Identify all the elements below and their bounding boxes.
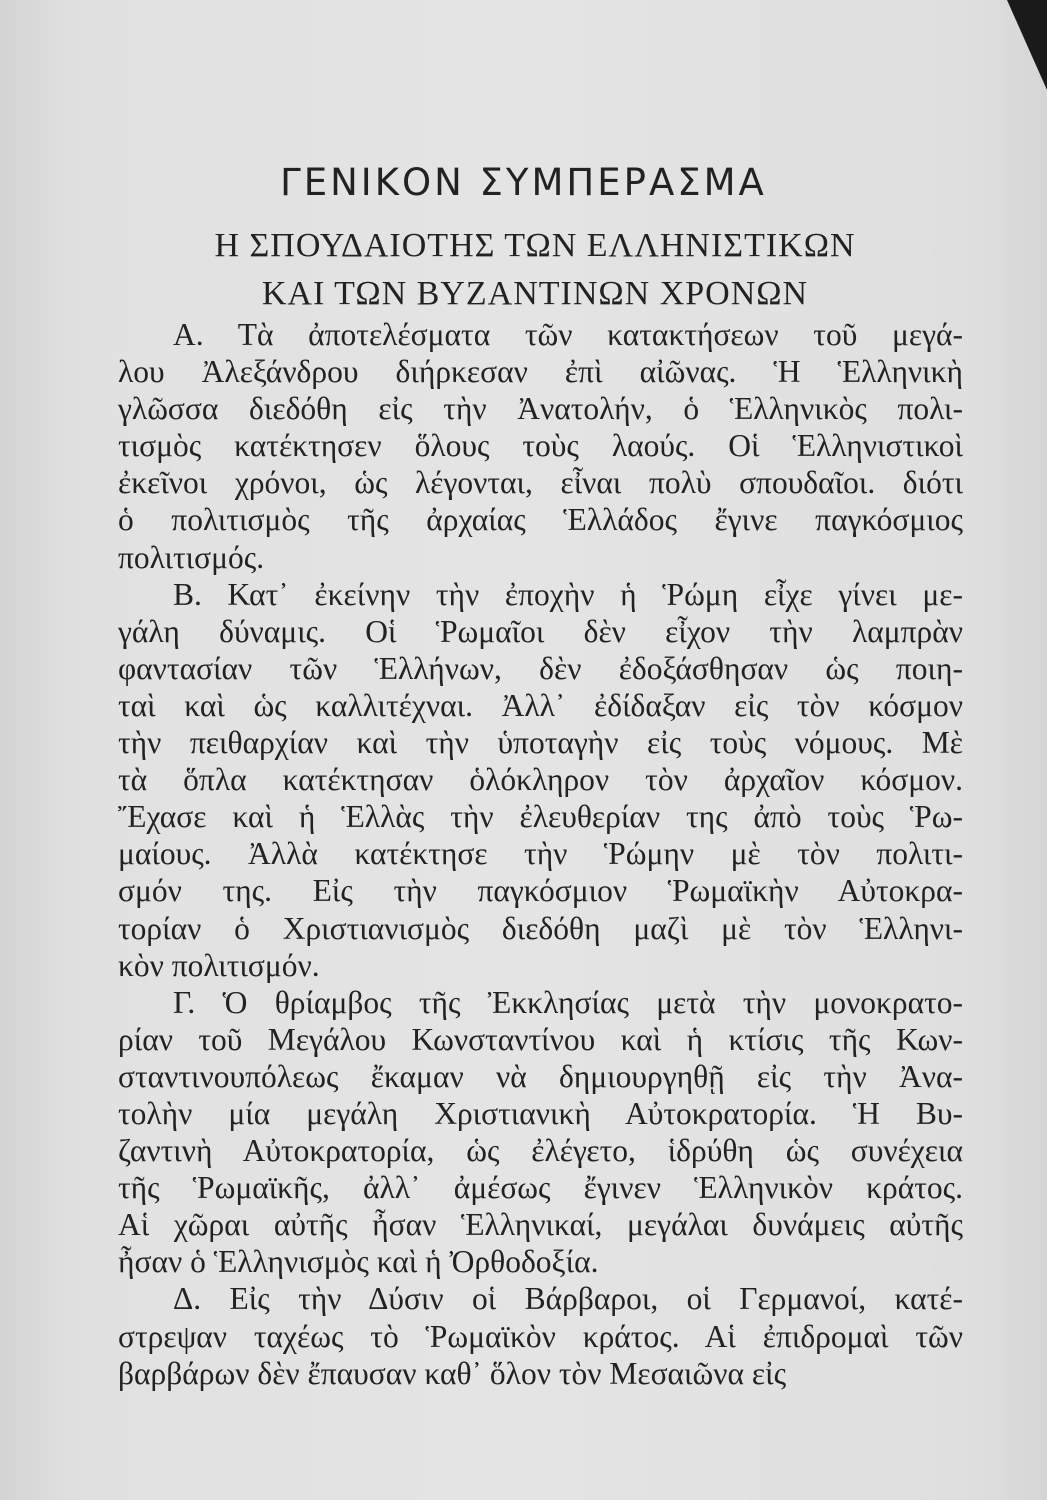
text-line: ζαντινὴ Αὐτοκρατορία, ὡς ἐλέγετο, ἱδρύθη ὡς συνέχεια (118, 1133, 963, 1169)
text-line: στρεψαν ταχέως τὸ Ῥωμαϊκὸν κράτος. Αἱ ἐπιδρομαὶ τῶν (118, 1318, 963, 1354)
text-line: ἦσαν ὁ Ἑλληνισμὸς καὶ ἡ Ὀρθοδοξία. (118, 1244, 599, 1280)
text-line: Αἱ χῶραι αὐτῆς ἦσαν Ἑλληνικαί, μεγάλαι δυνάμεις αὐτῆς (118, 1207, 963, 1243)
paragraph (118, 316, 963, 576)
text-line: βαρβάρων δὲν ἔπαυσαν καθ᾽ ὅλον τὸν Μεσαιῶνα εἰς (118, 1355, 787, 1391)
text-line: Ἔχασε καὶ ἡ Ἑλλὰς τὴν ἐλευθερίαν της ἀπὸ τοὺς Ῥω- (118, 799, 963, 835)
text-line: λου Ἀλεξάνδρου διήρκεσαν ἐπὶ αἰῶνας. Ἡ Ἑλληνικὴ (118, 354, 963, 390)
text-line: τὰ ὅπλα κατέκτησαν ὁλόκληρον τὸν ἀρχαῖον κόσμον. (118, 762, 963, 798)
text-line: ταὶ καὶ ὡς καλλιτέχναι. Ἀλλ᾽ ἐδίδαξαν εἰς τὸν κόσμον (118, 687, 963, 723)
text-line: μαίους. Ἀλλὰ κατέκτησε τὴν Ῥώμην μὲ τὸν πολιτι- (118, 836, 963, 872)
subtitle-line-2: ΚΑΙ ΤΩΝ ΒΥΖΑΝΤΙΝΩΝ ΧΡΟΝΩΝ (261, 275, 809, 312)
text-line: γλῶσσα διεδόθη εἰς τὴν Ἀνατολήν, ὁ Ἑλληνικὸς πολι- (118, 391, 963, 427)
paragraph (118, 576, 963, 984)
subtitle-line-1: Η ΣΠΟΥΔΑΙΟΤΗΣ ΤΩΝ ΕΛΛΗΝΙΣΤΙΚΩΝ (214, 227, 856, 264)
chapter-subtitle (135, 222, 935, 318)
paragraph (118, 984, 963, 1281)
paragraph (118, 1280, 963, 1391)
text-line: τῆς Ῥωμαϊκῆς, ἀλλ᾽ ἀμέσως ἔγινεν Ἑλληνικὸν κράτος. (118, 1170, 963, 1206)
body-text (118, 316, 963, 1392)
text-line: Δ. Εἰς τὴν Δύσιν οἱ Βάρβαροι, οἱ Γερμανοί, κατέ- (173, 1281, 963, 1317)
text-line: ὁ πολιτισμὸς τῆς ἀρχαίας Ἑλλάδος ἔγινε παγκόσμιος (118, 502, 963, 538)
text-line: πολιτισμός. (118, 539, 265, 575)
text-line: ρίαν τοῦ Μεγάλου Κωνσταντίνου καὶ ἡ κτίσις τῆς Κων- (118, 1021, 963, 1057)
text-line: ἐκεῖνοι χρόνοι, ὡς λέγονται, εἶναι πολὺ σπουδαῖοι. διότι (118, 465, 963, 501)
text-line: σμόν της. Εἰς τὴν παγκόσμιον Ῥωμαϊκὴν Αὐτοκρα- (118, 873, 963, 909)
text-line: Β. Κατ᾽ ἐκείνην τὴν ἐποχὴν ἡ Ῥώμη εἶχε γίνει με- (173, 576, 963, 612)
page-corner-shadow (1007, 0, 1047, 90)
chapter-heading: ΓΕΝΙΚΟΝ ΣΥΜΠΕΡΑΣΜΑ (280, 161, 767, 204)
text-line: Α. Τὰ ἀποτελέσματα τῶν κατακτήσεων τοῦ μεγά- (173, 317, 963, 352)
text-line: γάλη δύναμις. Οἱ Ῥωμαῖοι δὲν εἶχον τὴν λαμπρὰν (118, 613, 963, 649)
text-line: φαντασίαν τῶν Ἑλλήνων, δὲν ἐδοξάσθησαν ὡς ποιη- (118, 650, 963, 686)
text-line: τὴν πειθαρχίαν καὶ τὴν ὑποταγὴν εἰς τοὺς νόμους. Μὲ (118, 725, 963, 761)
text-line: τισμὸς κατέκτησεν ὅλους τοὺς λαούς. Οἱ Ἑλληνιστικοὶ (118, 428, 963, 464)
text-line: τολὴν μία μεγάλη Χριστιανικὴ Αὐτοκρατορία. Ἡ Βυ- (118, 1095, 963, 1131)
text-line: σταντινουπόλεως ἔκαμαν νὰ δημιουργηθῇ εἰς τὴν Ἀνα- (118, 1058, 963, 1094)
text-line: κὸν πολιτισμόν. (118, 947, 320, 983)
text-line: Γ. Ὁ θρίαμβος τῆς Ἐκκλησίας μετὰ τὴν μονοκρατο- (173, 984, 963, 1020)
text-line: τορίαν ὁ Χριστιανισμὸς διεδόθη μαζὶ μὲ τὸν Ἑλληνι- (118, 910, 963, 946)
